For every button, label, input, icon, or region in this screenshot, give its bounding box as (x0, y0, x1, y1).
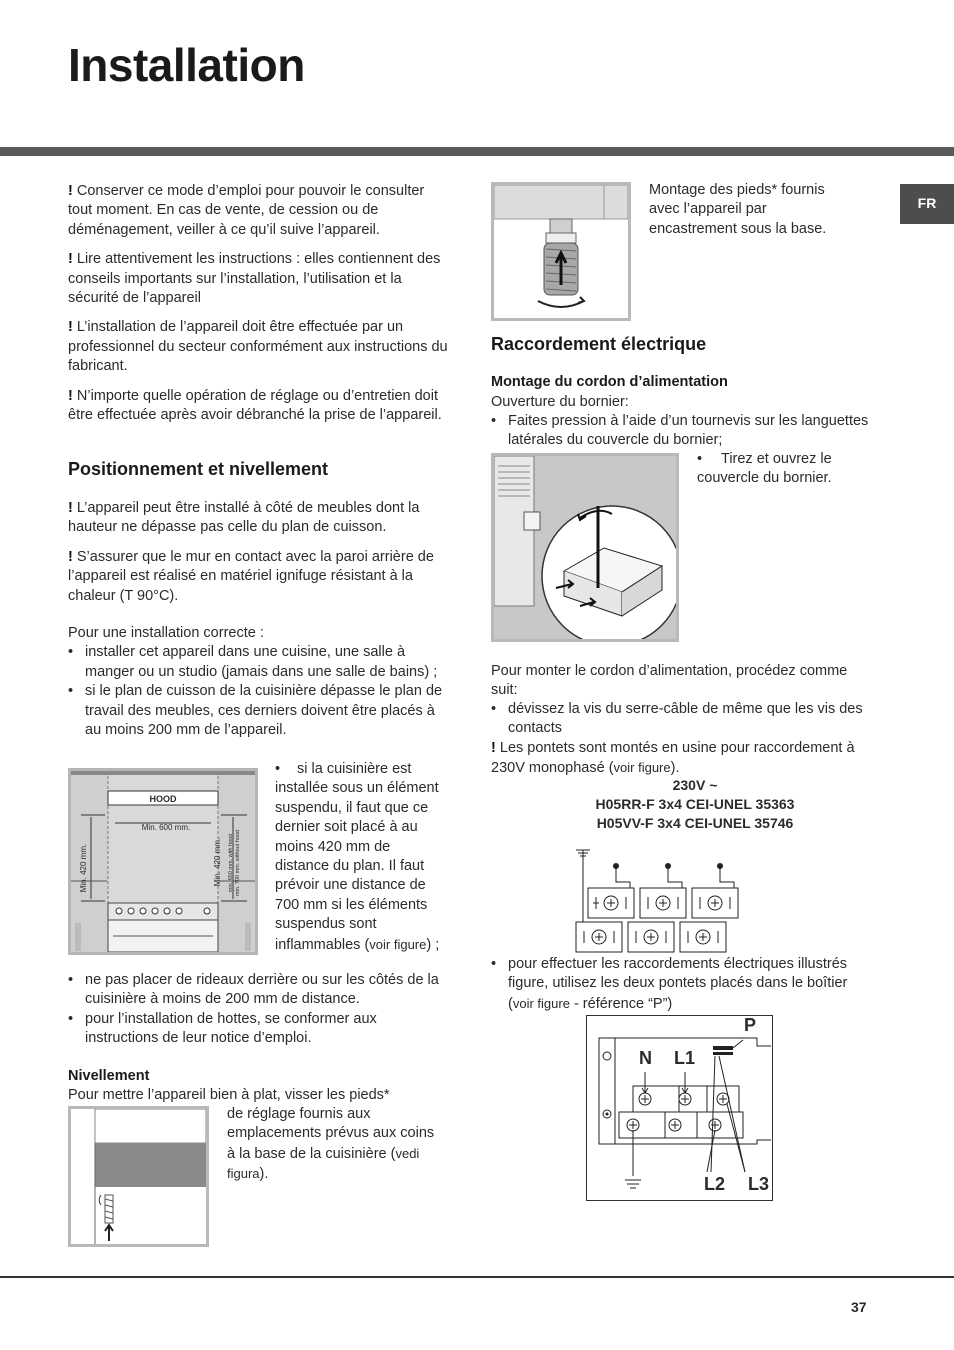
bridge-note: ! Les pontets sont montés en usine pour raccordement à 230V monophasé (voir figure). (491, 740, 855, 777)
label-p: P (744, 1015, 757, 1035)
safety-notes (68, 182, 448, 425)
list-item: • installer cet appareil dans une cuisine, une salle à manger ou un studio (jamais dans une salle de bains) ; (68, 643, 448, 682)
mount-intro: Pour monter le cordon d’alimentation, procédez comme suit: (491, 663, 848, 699)
hood-label: HOOD (149, 794, 177, 804)
pos-intro: Pour une installation correcte : (68, 625, 264, 641)
pos-note-2: ! S’assurer que le mur en contact avec la paroi arrière de l’appareil est réalisé en matériel ignifuge résistant à la chaleur (T 90°C). (68, 548, 434, 604)
min420-right-label: Min. 420 mm. (213, 837, 222, 887)
list-item: • si le plan de cuisson de la cuisinière dépasse le plan de travail des meubles, ces derniers doivent être placés à au moins 200 mm de l’appareil. (68, 682, 448, 740)
open-cover-text: • Tirez et ouvrez le couvercle du bornier. (697, 451, 832, 487)
pos-note-1: ! L’appareil peut être installé à côté de meubles dont la hauteur ne dépasse pas celle du plan de cuisson. (68, 500, 420, 536)
label-l1: L1 (674, 1048, 696, 1068)
min600-label: Min. 600 mm. (141, 823, 191, 832)
note-1: ! Conserver ce mode d’emploi pour pouvoir le consulter tout moment. En cas de vente, de cession ou de déménagement, veiller à ce qu’il suive l’appareil. (68, 183, 425, 238)
wiring-diagram (572, 842, 752, 954)
connection-list (491, 955, 871, 1014)
list-item: • Faites pression à l’aide d’un tournevis sur les languettes latérales du couvercle du bornier; (491, 412, 871, 451)
hood-side-note: min. 650 mm. with hood min. 700 mm. without hood (228, 829, 241, 897)
positioning-list (68, 624, 448, 740)
hood-side-text: • si la cuisinière est installée sous un élément suspendu, il faut que ce dernier soit placé à au moins 420 mm de distance du plan. Il faut prévoir une distance de 700 mm si les éléments suspendus sont inflammables (voir figure) ; (275, 760, 445, 955)
hood-distance-figure (68, 768, 258, 955)
header-rule (0, 147, 954, 156)
label-l3: L3 (748, 1174, 770, 1194)
opening-list (491, 412, 871, 451)
page-title: Installation (68, 39, 305, 91)
mount-list (491, 700, 871, 739)
feet-text: Montage des pieds* fournis avec l’appareil par encastrement sous la base. (649, 182, 827, 237)
min420-left-label: Min. 420 mm. (79, 843, 88, 893)
list-item: • ne pas placer de rideaux derrière ou sur les côtés de la cuisinière à moins de 200 mm de distance. (68, 971, 448, 1010)
list-item: • pour effectuer les raccordements électriques illustrés figure, utilisez les deux pontets placés dans le boîtier (voir figure - référence “P”) (491, 955, 871, 1014)
terminal-block-figure (586, 1015, 773, 1201)
leveling-line2: de réglage fournis aux emplacements prévus aux coins à la base de la cuisinière (vedi figura). (227, 1106, 435, 1183)
note-4: ! N’importe quelle opération de réglage ou d’entretien doit être effectuée après avoir débranché la prise de l’appareil. (68, 387, 442, 424)
footer-rule (0, 1276, 954, 1278)
list-item: • dévissez la vis du serre-câble de même que les vis des contacts (491, 700, 871, 739)
positioning-heading: Positionnement et nivellement (68, 459, 329, 479)
electrical-heading: Raccordement électrique (491, 334, 707, 354)
leveling-line1: Pour mettre l’appareil bien à plat, visser les pieds* (68, 1087, 390, 1103)
label-l2: L2 (704, 1174, 726, 1194)
opening-label: Ouverture du bornier: (491, 394, 629, 410)
cord-heading: Montage du cordon d’alimentation (491, 374, 728, 390)
language-tab: FR (900, 184, 954, 224)
cable-spec: 230V ~ H05RR-F 3x4 CEI-UNEL 35363 H05VV-F 3x4 CEI-UNEL 35746 (595, 777, 795, 831)
positioning-notes (68, 499, 448, 606)
feet-mount-figure (491, 182, 631, 321)
page-number: 37 (851, 1299, 867, 1315)
positioning-list-2 (68, 971, 448, 1049)
leveling-heading: Nivellement (68, 1068, 150, 1084)
note-3: ! L’installation de l’appareil doit être effectuée par un professionnel du secteur conformément aux instructions du fabricant. (68, 319, 448, 375)
terminal-box-figure (491, 453, 679, 642)
note-2: ! Lire attentivement les instructions : elles contiennent des conseils importants sur l’installation, l’utilisation et la sécurité de l’appareil (68, 251, 441, 307)
label-n: N (639, 1048, 652, 1068)
list-item: • pour l’installation de hottes, se conformer aux instructions de leur notice d’emploi. (68, 1010, 448, 1049)
leveling-figure (68, 1106, 209, 1247)
